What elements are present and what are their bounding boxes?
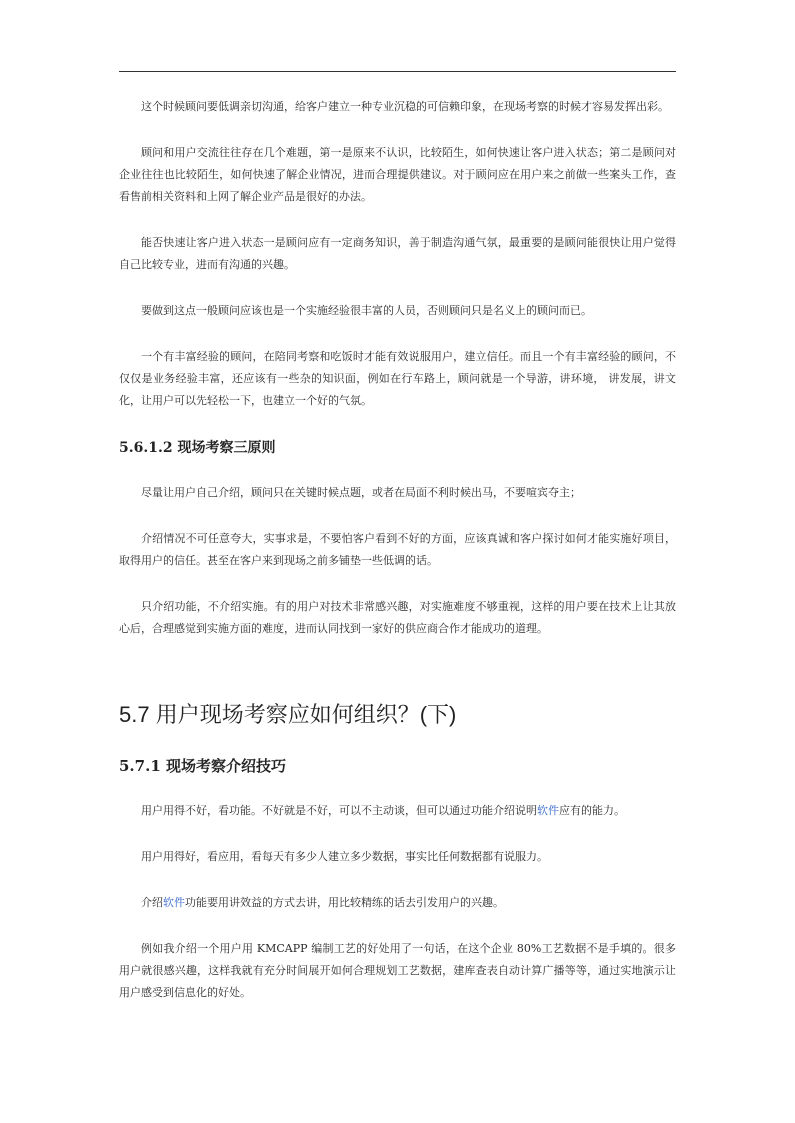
document-body xyxy=(119,96,676,1076)
paragraph: 用户用得好，看应用，看每天有多少人建立多少数据，事实比任何数据都有说服力。 xyxy=(141,850,548,863)
text-run: 用户用得不好，看功能。不好就是不好，可以不主动谈，但可以通过功能介绍说明 xyxy=(141,804,537,817)
paragraph: 介绍情况不可任意夸大，实事求是，不要怕客户看到不好的方面，应该真诚和客户探讨如何才能实施好项目，取得用户的信任。甚至在客户来到现场之前多铺垫一些低调的话。 xyxy=(119,532,676,567)
paragraph: 尽量让用户自己介绍，顾问只在关键时候点题，或者在局面不利时候出马，不要喧宾夺主； xyxy=(141,486,581,499)
paragraph: 只介绍功能，不介绍实施。有的用户对技术非常感兴趣，对实施难度不够重视，这样的用户要在技术上让其放心后，合理感觉到实施方面的难度，进而认同找到一家好的供应商合作才能成功的道理。 xyxy=(119,600,676,635)
software-link[interactable]: 软件 xyxy=(163,896,185,909)
paragraph: 这个时候顾问要低调亲切沟通，给客户建立一种专业沉稳的可信赖印象，在现场考察的时候才容易发挥出彩。 xyxy=(141,100,669,113)
header-rule xyxy=(119,71,676,72)
chapter-heading-57: 5.7 用户现场考察应如何组织？(下) xyxy=(119,702,457,727)
paragraph: 例如我介绍一个用户用 KMCAPP 编制工艺的好处用了一句话，在这个企业 80%工艺数据不是手填的。很多用户就很感兴趣，这样我就有充分时间展开如何合理规划工艺数据，建库查表自动计算广播等等，通过实地演示让用户感受到信息化的好处。 xyxy=(119,942,676,999)
paragraph xyxy=(119,800,676,822)
section-heading-5612: 5.6.1.2 现场考察三原则 xyxy=(119,440,276,456)
paragraph: 能否快速让客户进入状态一是顾问应有一定商务知识，善于制造沟通气氛，最重要的是顾问能很快让用户觉得自己比较专业，进而有沟通的兴趣。 xyxy=(119,236,676,271)
text-run: 介绍 xyxy=(141,896,163,909)
paragraph: 要做到这点一般顾问应该也是一个实施经验很丰富的人员，否则顾问只是名义上的顾问而已。 xyxy=(141,304,592,317)
paragraph: 顾问和用户交流往往存在几个难题，第一是原来不认识，比较陌生，如何快速让客户进入状态；第二是顾问对企业往往也比较陌生，如何快速了解企业情况，进而合理提供建议。对于顾问应在用户来之前做一些案头工作，查看售前相关资料和上网了解企业产品是很好的办法。 xyxy=(119,146,676,203)
paragraph xyxy=(119,892,676,914)
paragraph: 一个有丰富经验的顾问，在陪同考察和吃饭时才能有效说服用户，建立信任。而且一个有丰富经验的顾问，不仅仅是业务经验丰富，还应该有一些杂的知识面，例如在行车路上，顾问就是一个导游，讲环境， 讲发展，讲文化，让用户可以先轻松一下，也建立一个好的气氛。 xyxy=(119,350,676,407)
software-link[interactable]: 软件 xyxy=(537,804,559,817)
text-run: 应有的能力。 xyxy=(559,804,625,817)
text-run: 功能要用讲效益的方式去讲，用比较精练的话去引发用户的兴趣。 xyxy=(185,896,504,909)
section-heading-571: 5.7.1 现场考察介绍技巧 xyxy=(119,757,286,775)
